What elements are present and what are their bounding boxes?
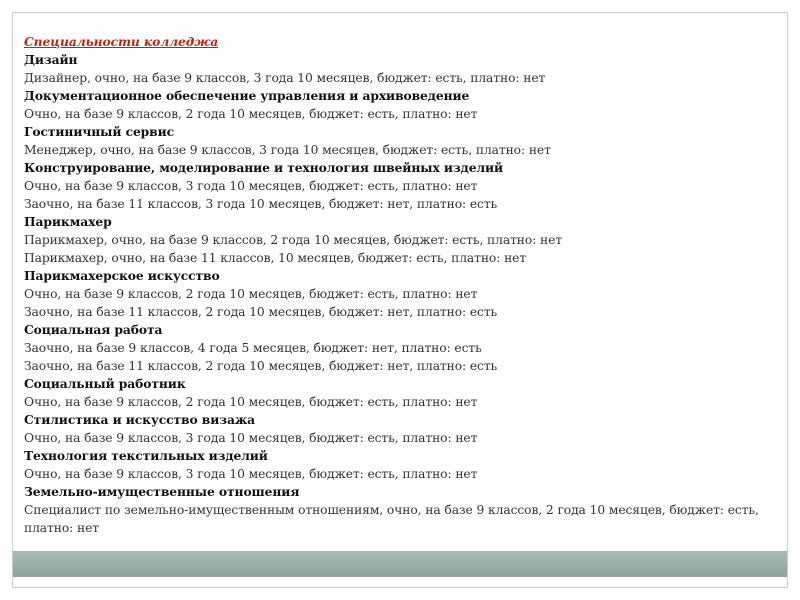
specialty-heading: Парикмахер xyxy=(24,214,112,229)
specialty-detail: Менеджер, очно, на базе 9 классов, 3 года 10 месяцев, бюджет: есть, платно: нет xyxy=(24,143,551,157)
specialty-heading: Гостиничный сервис xyxy=(24,124,175,139)
specialty-heading: Дизайн xyxy=(24,52,78,67)
specialty-heading: Стилистика и искусство визажа xyxy=(24,412,256,427)
slide-content xyxy=(24,33,776,537)
specialty-heading: Социальный работник xyxy=(24,376,186,391)
slide-title: Специальности колледжа xyxy=(24,34,219,49)
specialty-detail: Заочно, на базе 11 классов, 2 года 10 месяцев, бюджет: нет, платно: есть xyxy=(24,359,498,373)
specialty-heading: Земельно-имущественные отношения xyxy=(24,484,300,499)
footer-band xyxy=(13,551,787,577)
specialty-heading: Конструирование, моделирование и технология швейных изделий xyxy=(24,160,504,175)
specialty-detail: Очно, на базе 9 классов, 3 года 10 месяцев, бюджет: есть, платно: нет xyxy=(24,179,478,193)
specialty-detail: Заочно, на базе 11 классов, 2 года 10 месяцев, бюджет: нет, платно: есть xyxy=(24,305,498,319)
specialty-detail: Очно, на базе 9 классов, 3 года 10 месяцев, бюджет: есть, платно: нет xyxy=(24,467,478,481)
specialty-heading: Парикмахерское искусство xyxy=(24,268,220,283)
specialty-detail: Заочно, на базе 9 классов, 4 года 5 месяцев, бюджет: нет, платно: есть xyxy=(24,341,482,355)
specialty-detail: Очно, на базе 9 классов, 2 года 10 месяцев, бюджет: есть, платно: нет xyxy=(24,395,478,409)
specialty-detail: Очно, на базе 9 классов, 3 года 10 месяцев, бюджет: есть, платно: нет xyxy=(24,431,478,445)
specialty-heading: Технология текстильных изделий xyxy=(24,448,268,463)
specialty-detail: Заочно, на базе 11 классов, 3 года 10 месяцев, бюджет: нет, платно: есть xyxy=(24,197,498,211)
specialty-list xyxy=(24,51,776,537)
specialty-detail: Парикмахер, очно, на базе 11 классов, 10 месяцев, бюджет: есть, платно: нет xyxy=(24,251,527,265)
specialty-detail: Очно, на базе 9 классов, 2 года 10 месяцев, бюджет: есть, платно: нет xyxy=(24,287,478,301)
specialty-heading: Социальная работа xyxy=(24,322,163,337)
slide-frame xyxy=(12,12,788,588)
specialty-detail: Очно, на базе 9 классов, 2 года 10 месяцев, бюджет: есть, платно: нет xyxy=(24,107,478,121)
specialty-heading: Документационное обеспечение управления и архивоведение xyxy=(24,88,470,103)
specialty-detail: Парикмахер, очно, на базе 9 классов, 2 года 10 месяцев, бюджет: есть, платно: нет xyxy=(24,233,563,247)
specialty-detail: Специалист по земельно-имущественным отношениям, очно, на базе 9 классов, 2 года 10 месяцев, бюджет: есть, платно: нет xyxy=(24,503,759,535)
specialty-detail: Дизайнер, очно, на базе 9 классов, 3 года 10 месяцев, бюджет: есть, платно: нет xyxy=(24,71,546,85)
